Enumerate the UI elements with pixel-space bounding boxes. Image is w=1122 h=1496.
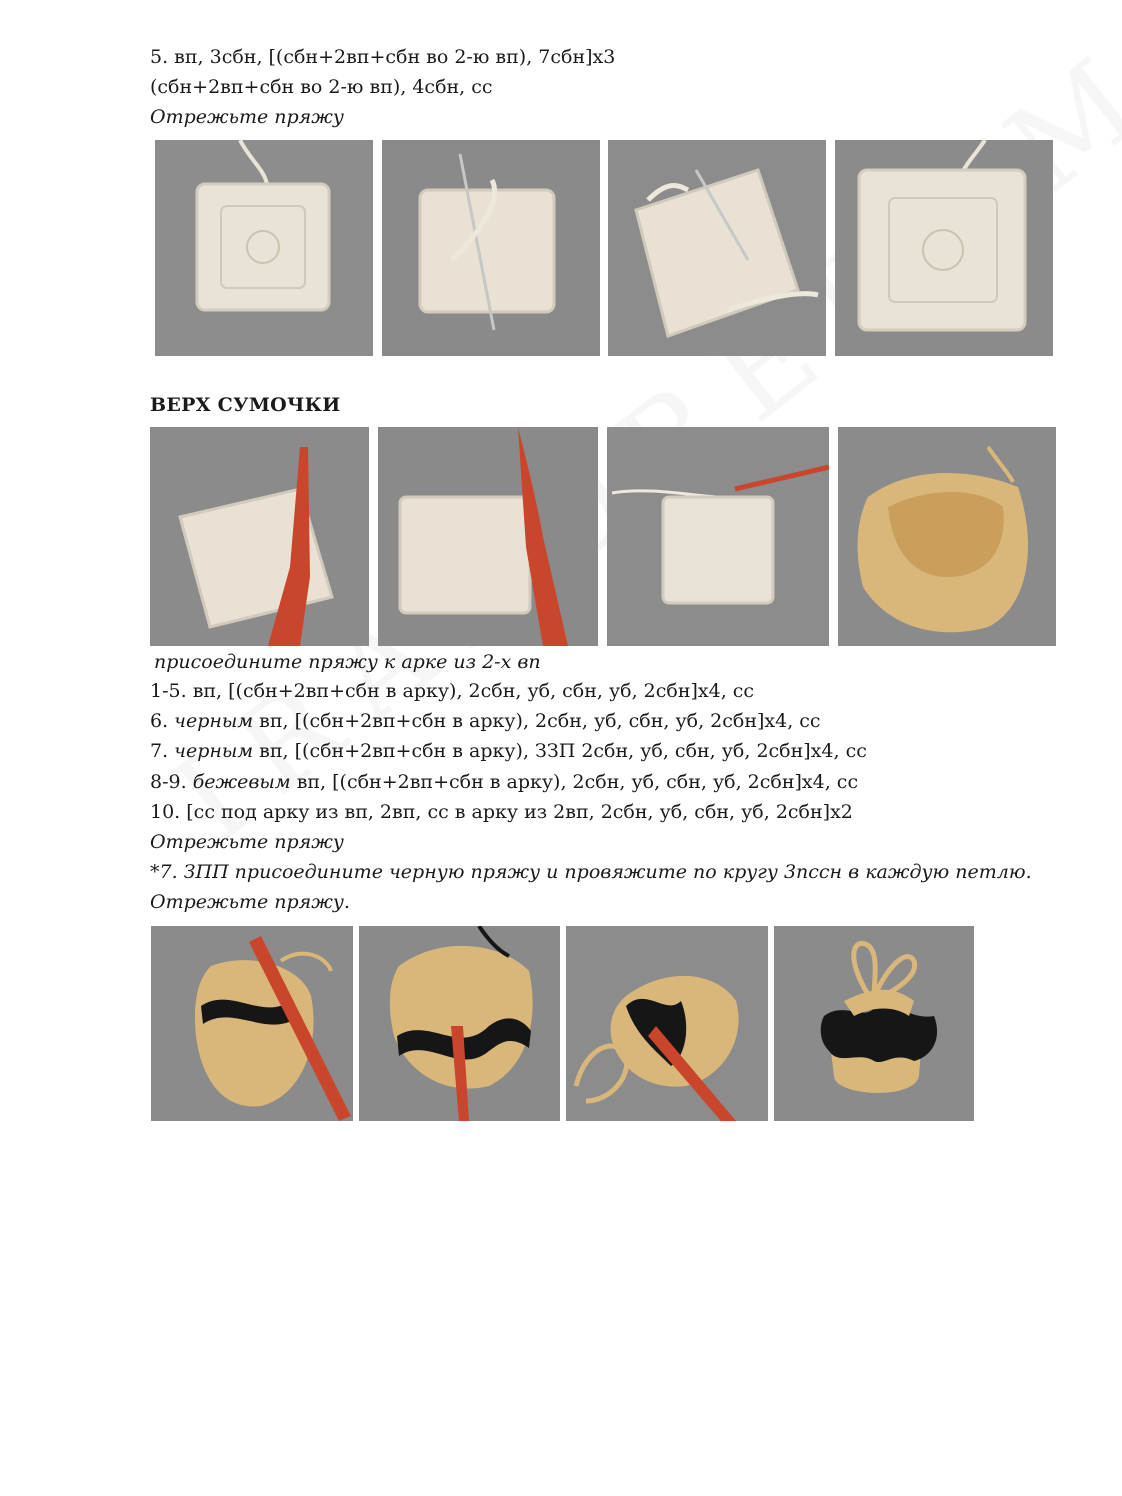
photo-bag-4 [774,926,974,1121]
photo-top-4 [838,427,1056,646]
row-color: черным [174,710,254,732]
row-color: бежевым [192,771,291,793]
pattern-row-6 [150,708,821,734]
photo-top-3 [607,427,829,646]
cut-yarn-note-top: Отрежьте пряжу [150,106,344,128]
pattern-row-8-9 [150,769,858,795]
photo-square-4 [835,140,1053,356]
row-number: 6. [150,710,175,732]
pattern-row-5b: (сбн+2вп+сбн во 2-ю вп), 4сбн, сс [150,76,493,98]
cut-yarn-note-2: Отрежьте пряжу. [150,891,350,913]
row-instructions: [сс под арку из вп, 2вп, сс в арку из 2вп, 2сбн, уб, сбн, уб, 2сбн]х2 [186,801,853,823]
cut-yarn-note-1: Отрежьте пряжу [150,831,344,853]
pattern-row-1-5 [150,678,754,704]
row-number: 8-9. [150,771,193,793]
photo-bag-1 [151,926,353,1121]
photo-square-2 [382,140,600,356]
row-color: черным [174,740,254,762]
row-instructions: вп, [(сбн+2вп+сбн в арку), ЗЗП 2сбн, уб, сбн, уб, 2сбн]х4, сс [253,740,867,762]
row-instructions: вп, [(сбн+2вп+сбн в арку), 2сбн, уб, сбн, уб, 2сбн]х4, сс [290,771,859,793]
photo-square-3 [608,140,826,356]
section-title: ВЕРХ СУМОЧКИ [150,394,341,416]
pattern-row-10 [150,799,853,825]
photo-square-1 [155,140,373,356]
row-instructions: вп, [(сбн+2вп+сбн в арку), 2сбн, уб, сбн, уб, 2сбн]х4, сс [253,710,821,732]
photo-bag-3 [566,926,768,1121]
row-instructions: вп, [(сбн+2вп+сбн в арку), 2сбн, уб, сбн, уб, 2сбн]х4, сс [192,680,755,702]
photo-top-2 [378,427,598,646]
row-number: 1-5. [150,680,193,702]
row-number: 10. [150,801,187,823]
photo-top-1 [150,427,369,646]
row-number: 7. [150,740,175,762]
join-yarn-note: присоедините пряжу к арке из 2-х вп [154,651,541,673]
pattern-row-7 [150,738,867,764]
photo-bag-2 [359,926,560,1121]
footnote: *7. ЗПП присоедините черную пряжу и провяжите по кругу 3пссн в каждую петлю. [150,861,1032,883]
pattern-row-5a: 5. вп, 3сбн, [(сбн+2вп+сбн во 2-ю вп), 7сбн]х3 [150,46,616,68]
